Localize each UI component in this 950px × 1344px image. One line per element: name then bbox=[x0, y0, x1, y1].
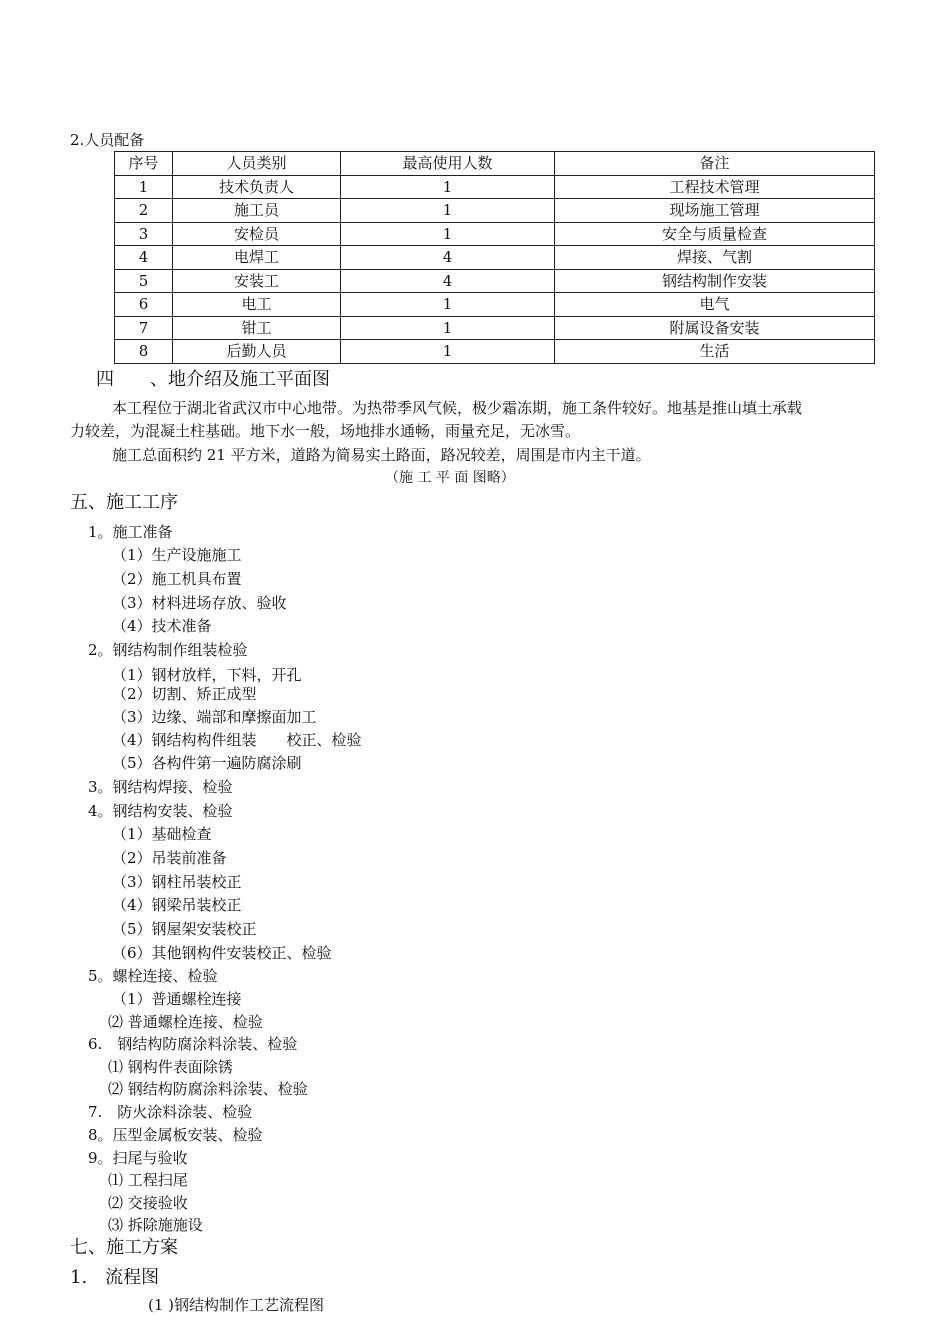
substep-4-2: （2）吊装前准备 bbox=[112, 849, 227, 867]
step-7: 7. 防火涂料涂装、检验 bbox=[88, 1103, 253, 1121]
table-row bbox=[115, 175, 875, 199]
table-row bbox=[115, 340, 875, 364]
cell-category: 安检员 bbox=[173, 222, 341, 246]
substep-1-3: （3）材料进场存放、验收 bbox=[112, 594, 287, 612]
cell-count: 1 bbox=[341, 175, 555, 199]
substep-9-3: ⑶ 拆除施施设 bbox=[108, 1216, 203, 1234]
step-8: 8。压型金属板安装、检验 bbox=[88, 1126, 263, 1144]
step-1: 1。施工准备 bbox=[88, 523, 173, 541]
section4-para2: 施工总面积约 21 平方米，道路为简易实土路面，路况较差，周围是市内主干道。 bbox=[112, 446, 651, 464]
cell-count: 1 bbox=[341, 199, 555, 223]
cell-index: 7 bbox=[115, 316, 173, 340]
table-row bbox=[115, 269, 875, 293]
table-row bbox=[115, 199, 875, 223]
substep-5-2: ⑵ 普通螺栓连接、检验 bbox=[108, 1013, 263, 1031]
section7-title: 七、施工方案 bbox=[70, 1237, 178, 1258]
cell-index: 3 bbox=[115, 222, 173, 246]
section7-subheading: 1. 流程图 bbox=[70, 1267, 160, 1288]
section7-item: (1 )钢结构制作工艺流程图 bbox=[148, 1296, 325, 1314]
cell-remark: 钢结构制作安装 bbox=[555, 269, 875, 293]
cell-category: 后勤人员 bbox=[173, 340, 341, 364]
cell-category: 电工 bbox=[173, 293, 341, 317]
substep-9-2: ⑵ 交接验收 bbox=[108, 1194, 188, 1212]
substep-2-3: （3）边缘、端部和摩擦面加工 bbox=[112, 708, 317, 726]
cell-index: 1 bbox=[115, 175, 173, 199]
substep-4-4: （4）钢梁吊装校正 bbox=[112, 896, 242, 914]
cell-remark: 安全与质量检查 bbox=[555, 222, 875, 246]
substep-2-2: （2）切割、矫正成型 bbox=[112, 685, 257, 703]
table-row bbox=[115, 316, 875, 340]
substep-9-1: ⑴ 工程扫尾 bbox=[108, 1171, 188, 1189]
cell-category: 电焊工 bbox=[173, 246, 341, 270]
cell-count: 1 bbox=[341, 293, 555, 317]
cell-remark: 现场施工管理 bbox=[555, 199, 875, 223]
cell-index: 6 bbox=[115, 293, 173, 317]
table-row bbox=[115, 293, 875, 317]
step-5: 5。螺栓连接、检验 bbox=[88, 967, 218, 985]
cell-index: 4 bbox=[115, 246, 173, 270]
cell-count: 1 bbox=[341, 316, 555, 340]
cell-index: 8 bbox=[115, 340, 173, 364]
substep-4-3: （3）钢柱吊装校正 bbox=[112, 873, 242, 891]
substep-4-6: （6）其他钢构件安装校正、检验 bbox=[112, 944, 332, 962]
section5-title: 五、施工工序 bbox=[70, 492, 178, 513]
cell-category: 安装工 bbox=[173, 269, 341, 293]
cell-index: 2 bbox=[115, 199, 173, 223]
header-index: 序号 bbox=[115, 152, 173, 176]
staffing-title: 2.人员配备 bbox=[70, 131, 145, 149]
cell-count: 4 bbox=[341, 246, 555, 270]
substep-2-4: （4）钢结构构件组装 校正、检验 bbox=[112, 731, 362, 749]
step-2: 2。钢结构制作组装检验 bbox=[88, 641, 248, 659]
staffing-table bbox=[114, 151, 875, 364]
cell-remark: 焊接、气割 bbox=[555, 246, 875, 270]
cell-category: 技术负责人 bbox=[173, 175, 341, 199]
section4-number: 四 bbox=[96, 369, 114, 390]
cell-remark: 附属设备安装 bbox=[555, 316, 875, 340]
substep-2-1: （1）钢材放样，下料，开孔 bbox=[112, 666, 302, 684]
substep-5-1: （1）普通螺栓连接 bbox=[112, 990, 242, 1008]
substep-1-4: （4）技术准备 bbox=[112, 617, 212, 635]
cell-category: 钳工 bbox=[173, 316, 341, 340]
cell-count: 1 bbox=[341, 340, 555, 364]
plan-caption: （施 工 平 面 图略） bbox=[385, 470, 515, 486]
cell-index: 5 bbox=[115, 269, 173, 293]
step-3: 3。钢结构焊接、检验 bbox=[88, 778, 233, 796]
substep-4-1: （1）基础检查 bbox=[112, 825, 212, 843]
substep-1-2: （2）施工机具布置 bbox=[112, 570, 242, 588]
substep-6-2: ⑵ 钢结构防腐涂料涂装、检验 bbox=[108, 1080, 308, 1098]
substep-2-5: （5）各构件第一遍防腐涂刷 bbox=[112, 754, 302, 772]
substep-1-1: （1）生产设施施工 bbox=[112, 546, 242, 564]
substep-4-5: （5）钢屋架安装校正 bbox=[112, 920, 257, 938]
cell-remark: 生活 bbox=[555, 340, 875, 364]
table-row bbox=[115, 222, 875, 246]
section4-title: 、地介绍及施工平面图 bbox=[150, 369, 330, 390]
step-6: 6. 钢结构防腐涂料涂装、检验 bbox=[88, 1035, 298, 1053]
section4-para1-line2: 力较差，为混凝土柱基础。地下水一般，场地排水通畅，雨量充足，无冰雪。 bbox=[70, 422, 581, 440]
cell-count: 1 bbox=[341, 222, 555, 246]
cell-remark: 电气 bbox=[555, 293, 875, 317]
table-row bbox=[115, 246, 875, 270]
cell-category: 施工员 bbox=[173, 199, 341, 223]
cell-remark: 工程技术管理 bbox=[555, 175, 875, 199]
section4-para1-line1: 本工程位于湖北省武汉市中心地带。为热带季风气候，极少霜冻期，施工条件较好。地基是推山填土承载 bbox=[112, 399, 803, 417]
step-9: 9。扫尾与验收 bbox=[88, 1149, 188, 1167]
header-remark: 备注 bbox=[555, 152, 875, 176]
header-category: 人员类别 bbox=[173, 152, 341, 176]
step-4: 4。钢结构安装、检验 bbox=[88, 802, 233, 820]
cell-count: 4 bbox=[341, 269, 555, 293]
table-header-row bbox=[115, 152, 875, 176]
substep-6-1: ⑴ 钢构件表面除锈 bbox=[108, 1058, 233, 1076]
header-max-count: 最高使用人数 bbox=[341, 152, 555, 176]
